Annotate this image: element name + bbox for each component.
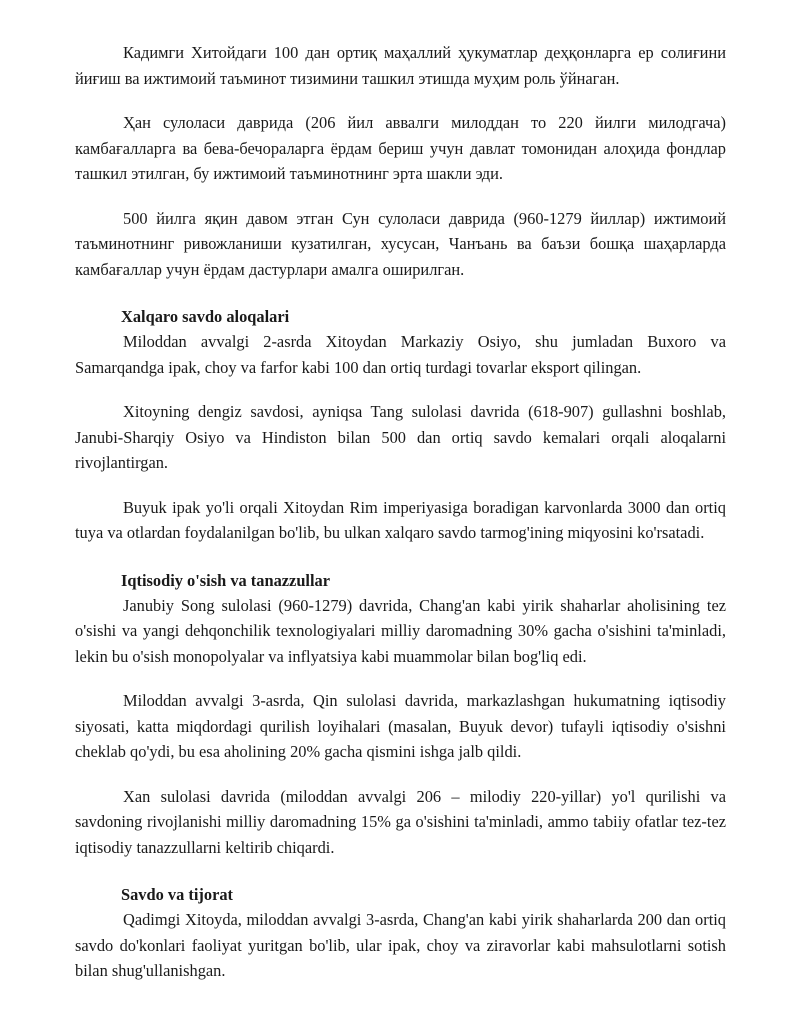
- paragraph-southern-song-growth: Janubiy Song sulolasi (960-1279) davrida, Chang'an kabi yirik shaharlar aholisining tez o'sishi va yangi dehqonchilik texnologiyalari milliy daromadning 30% gacha o'sishini ta'minladi, lekin bu o'sish monopolyalar va inflyatsiya kabi muammolar bilan bog'liq edi.: [75, 595, 726, 666]
- paragraph-silk-road-caravans: Buyuk ipak yo'li orqali Xitoydan Rim imperiyasiga boradigan karvonlarda 3000 dan ortiq tuya va otlardan foydalanilgan bo'lib, bu ulkan xalqaro savdo tarmog'ining miqyosini ko'rsatadi.: [75, 497, 726, 542]
- paragraph-silk-exports: Miloddan avvalgi 2-asrda Xitoydan Markaziy Osiyo, shu jumladan Buxoro va Samarqandga ipak, choy va farfor kabi 100 dan ortiq turdagi tovarlar eksport qilingan.: [75, 332, 726, 377]
- paragraph-changan-shops: Qadimgi Xitoyda, miloddan avvalgi 3-asrda, Chang'an kabi yirik shaharlarda 200 dan ortiq savdo do'konlari faoliyat yuritgan bo'lib, ular ipak, choy va ziravorlar kabi mahsulotlarni sotish bilan shug'ullanishgan.: [75, 910, 726, 980]
- paragraph-maritime-trade: Xitoyning dengiz savdosi, ayniqsa Tang sulolasi davrida (618-907) gullashni boshlab, Janubi-Sharqiy Osiyo va Hindiston bilan 500 dan ortiq savdo kemalari orqali aloqalarni rivojlantirgan.: [75, 402, 726, 472]
- section-heading-international-trade: Xalqaro savdo aloqalari: [121, 307, 290, 326]
- paragraph-song-dynasty-welfare: 500 йилга яқин давом этган Сун сулоласи даврида (960-1279 йиллар) ижтимоий таъминотнинг ривожланиши кузатилган, хусусан, Чанъань ва баъзи бошқа шаҳарларда камбағаллар учун ёрдам дастурлари амалга оширилган.: [75, 208, 726, 279]
- paragraph-han-dynasty-growth: Xan sulolasi davrida (miloddan avvalgi 206 – milodiy 220-yillar) yo'l qurilishi va savdoning rivojlanishi milliy daromadning 15% ga o'sishini ta'minladi, ammo tabiiy ofatlar tez-tez iqtisodiy tanazzullarni keltirib chiqardi.: [75, 786, 726, 857]
- paragraph-qin-dynasty-policy: Miloddan avvalgi 3-asrda, Qin sulolasi davrida, markazlashgan hukumatning iqtisodiy siyosati, katta miqdordagi qurilish loyihalari (masalan, Buyuk devor) tufayli iqtisodiy o'sishni cheklab qo'ydi, bu esa aholining 20% gacha qismini ishga jalb qildi.: [75, 691, 726, 761]
- paragraph-han-dynasty-funds: Ҳан сулоласи даврида (206 йил аввалги милоддан то 220 йилги милодгача) камбағалларга ва бева-бечораларга ёрдам бериш учун давлат томонидан алоҳида фондлар ташкил этилган, бу ижтимоий таъминотнинг эрта шакли эди.: [75, 113, 726, 183]
- document-page: [75, 40, 726, 1003]
- section-heading-economic-growth: Iqtisodiy o'sish va tanazzullar: [121, 570, 331, 590]
- paragraph-local-governments: Кадимги Хитойдаги 100 дан ортиқ маҳаллий ҳукуматлар деҳқонларга ер солиғини йиғиш ва ижтимоий таъминот тизимини ташкил этишда муҳим роль ўйнаган.: [75, 43, 726, 88]
- section-heading-commerce: Savdo va tijorat: [121, 885, 233, 904]
